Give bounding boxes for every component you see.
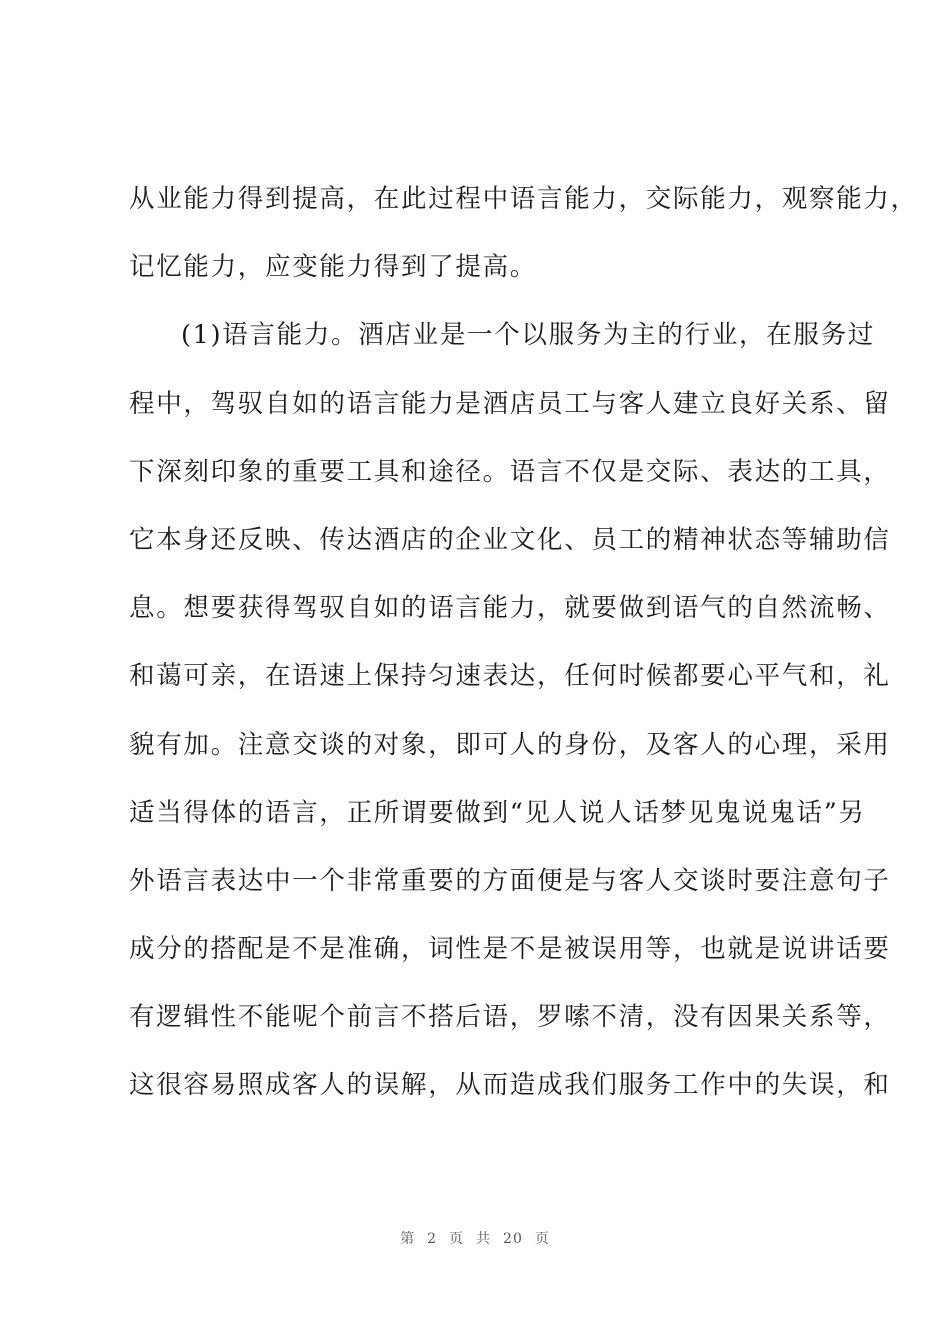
body-text <box>129 174 918 1129</box>
text-line: 息。想要获得驾驭自如的语言能力，就要做到语气的自然流畅、 <box>129 593 891 624</box>
footer-di: 第 <box>400 1231 416 1247</box>
text-line: 它本身还反映、传达酒店的企业文化、员工的精神状态等辅助信 <box>129 524 891 555</box>
text-line: 从业能力得到提高，在此过程中语言能力，交际能力，观察能力， <box>129 184 918 214</box>
footer-ye: 页 <box>449 1231 465 1247</box>
text-line: 这很容易照成客人的误解，从而造成我们服务工作中的失误，和 <box>129 1070 891 1101</box>
text-line: 程中，驾驭自如的语言能力是酒店员工与客人建立良好关系、留 <box>129 388 891 419</box>
text-line-paragraph-start: (1)语言能力。酒店业是一个以服务为主的行业，在服务过 <box>181 320 876 351</box>
footer-page-number: 2 <box>427 1231 438 1247</box>
text-line: 有逻辑性不能呢个前言不搭后语，罗嗦不清，没有因果关系等， <box>129 1002 891 1033</box>
text-line: 和蔼可亲，在语速上保持匀速表达，任何时候都要心平气和，礼 <box>129 661 891 692</box>
footer-ye2: 页 <box>534 1231 550 1247</box>
text-line: 记忆能力，应变能力得到了提高。 <box>129 252 538 283</box>
text-line: 貌有加。注意交谈的对象，即可人的身份，及客人的心理，采用 <box>129 729 891 760</box>
text-line: 下深刻印象的重要工具和途径。语言不仅是交际、表达的工具， <box>129 456 891 487</box>
text-line: 外语言表达中一个非常重要的方面便是与客人交谈时要注意句子 <box>129 865 891 896</box>
text-line: 成分的搭配是不是准确，词性是不是被误用等，也就是说讲话要 <box>129 934 891 965</box>
page-footer <box>0 1228 950 1248</box>
text-line: 适当得体的语言，正所谓要做到“见人说人话梦见鬼说鬼话”另 <box>129 797 866 828</box>
footer-total-pages: 20 <box>503 1231 523 1247</box>
footer-gong: 共 <box>476 1231 492 1247</box>
